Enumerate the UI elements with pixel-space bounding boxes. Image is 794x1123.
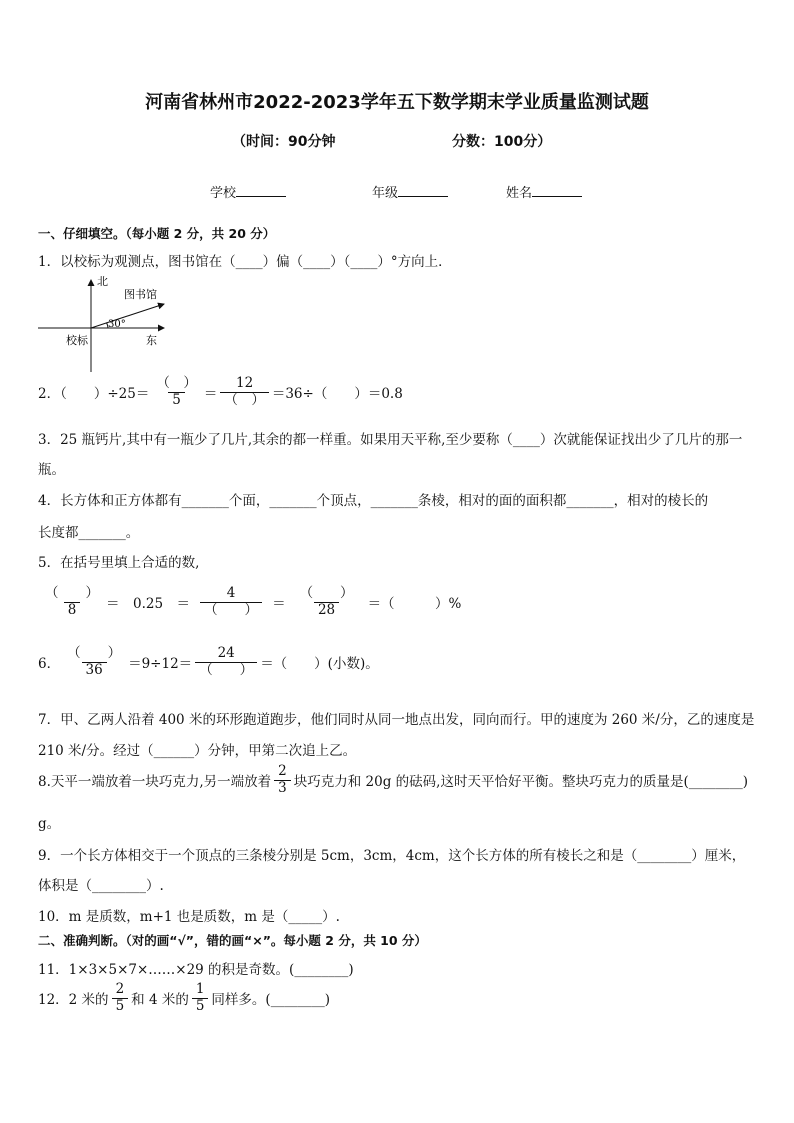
grade-label: 年级	[372, 186, 399, 201]
q6-middle: ＝9÷12＝	[128, 656, 193, 673]
q12-f1-numerator: 2	[115, 981, 125, 997]
q5-f3-numerator[interactable]: （ ）	[299, 585, 354, 601]
q8-part-a: 8.天平一端放着一块巧克力,另一端放着	[38, 774, 272, 791]
q2-fraction-2	[220, 376, 269, 408]
question-3-line-2: 瓶。	[38, 462, 65, 478]
q6-fraction-2	[195, 646, 257, 678]
q12-f2-numerator: 1	[195, 981, 205, 997]
q5-f3-denominator: 28	[314, 602, 339, 619]
name-blank[interactable]	[532, 184, 582, 197]
q12-f2-denominator: 5	[192, 998, 209, 1015]
q2-f2-numerator: 12	[236, 375, 254, 391]
q5-eq-3: ＝（ ）%	[367, 596, 462, 613]
q8-fraction	[274, 764, 291, 796]
q2-fraction-1	[152, 376, 201, 408]
q12-part-a: 12．2 米的	[38, 992, 109, 1009]
q8-numerator: 2	[278, 763, 287, 779]
question-9-line-1: 9．一个长方体相交于一个顶点的三条棱分别是 5cm，3cm，4cm，这个长方体的所有棱长之和是（________）厘米，	[38, 848, 746, 864]
angle-label: 30°	[108, 319, 126, 330]
q12-part-b: 和 4 米的	[131, 992, 189, 1009]
q12-fraction-1	[112, 982, 129, 1014]
q6-f2-denominator[interactable]: （ ）	[195, 662, 257, 679]
question-3-line-1: 3．25 瓶钙片,其中有一瓶少了几片,其余的都一样重。如果用天平称,至少要称（____）次就能保证找出少了几片的那一	[38, 432, 743, 448]
question-4-line-2: 长度都_______。	[38, 525, 140, 541]
exam-score: 分数：100分）	[452, 134, 552, 150]
q5-f1-denominator: 8	[64, 602, 81, 619]
q12-f1-denominator: 5	[112, 998, 129, 1015]
question-8-line-1	[38, 764, 748, 796]
q5-fraction-1	[41, 586, 103, 618]
q6-label: 6．	[38, 656, 61, 673]
q2-f1-denominator: 5	[168, 392, 185, 409]
east-label: 东	[146, 334, 157, 347]
q6-fraction-1	[63, 646, 125, 678]
q5-f1-numerator[interactable]: （ ）	[45, 585, 99, 601]
direction-diagram	[36, 274, 176, 372]
question-5-prompt: 5．在括号里填上合适的数,	[38, 555, 200, 571]
q6-f1-denominator: 36	[82, 662, 107, 679]
question-10: 10．m 是质数，m+1 也是质数，m 是（_____）.	[38, 909, 340, 925]
question-4-line-1: 4．长方体和正方体都有_______个面，_______个顶点，_______条棱，相对的面的面积都_______，相对的棱长的	[38, 493, 709, 509]
library-label: 图书馆	[124, 288, 157, 301]
page-title: 河南省林州市2022-2023学年五下数学期末学业质量监测试题	[145, 92, 649, 113]
q6-f1-numerator[interactable]: （ ）	[67, 645, 122, 661]
school-blank[interactable]	[236, 184, 286, 197]
question-1: 1．以校标为观测点，图书馆在（____）偏（____）（____）°方向上．	[38, 254, 452, 270]
q2-part-b: ＝36÷（ ）＝0.8	[271, 386, 403, 403]
grade-field[interactable]	[372, 182, 448, 201]
q5-eq-1: ＝ 0.25 ＝	[106, 596, 191, 613]
q8-part-b: 块巧克力和 20g 的砝码,这时天平恰好平衡。整块巧克力的质量是(________)	[293, 774, 748, 791]
grade-blank[interactable]	[398, 184, 448, 197]
section-2-title: 二、准确判断。（对的画“√”，错的画“×”。每小题 2 分，共 10 分）	[38, 933, 427, 948]
q5-fraction-2	[200, 586, 262, 618]
school-field[interactable]	[210, 182, 286, 201]
question-2	[38, 376, 403, 408]
q5-f2-denominator[interactable]: （ ）	[200, 602, 262, 619]
q5-eq-2: ＝	[272, 596, 286, 613]
q2-f2-denominator[interactable]: （ ）	[220, 392, 269, 409]
exam-time: （时间：90分钟	[232, 134, 336, 150]
question-8-line-2: g。	[38, 816, 61, 832]
q5-fraction-3	[296, 586, 358, 618]
question-5-equation	[38, 586, 461, 618]
question-6	[38, 646, 379, 678]
q6-f2-numerator: 24	[217, 645, 235, 661]
school-label: 学校	[210, 186, 237, 201]
question-7-line-1: 7．甲、乙两人沿着 400 米的环形跑道跑步，他们同时从同一地点出发，同向而行。甲的速度为 260 米/分，乙的速度是	[38, 712, 755, 728]
north-label: 北	[97, 275, 108, 288]
question-9-line-2: 体积是（________）.	[38, 878, 164, 894]
section-1-title: 一、仔细填空。（每小题 2 分，共 20 分）	[38, 226, 276, 241]
question-12	[38, 982, 330, 1014]
q2-part-a: 2．（ ）÷25＝	[38, 386, 150, 403]
q2-f1-numerator[interactable]: （ ）	[156, 375, 197, 391]
question-7-line-2: 210 米/分。经过（______）分钟，甲第二次追上乙。	[38, 743, 357, 759]
name-label: 姓名	[506, 186, 533, 201]
q5-f2-numerator: 4	[226, 585, 236, 601]
q6-end: ＝（ ）(小数)。	[260, 656, 379, 673]
q12-fraction-2	[192, 982, 209, 1014]
q8-denominator: 3	[274, 780, 291, 797]
q2-equals: ＝	[203, 386, 218, 403]
name-field[interactable]	[506, 182, 582, 201]
question-11: 11．1×3×5×7×……×29 的积是奇数。(________)	[38, 962, 354, 978]
origin-label: 校标	[66, 334, 88, 347]
q12-part-c: 同样多。(________)	[211, 992, 330, 1009]
library-direction-line	[91, 304, 164, 328]
